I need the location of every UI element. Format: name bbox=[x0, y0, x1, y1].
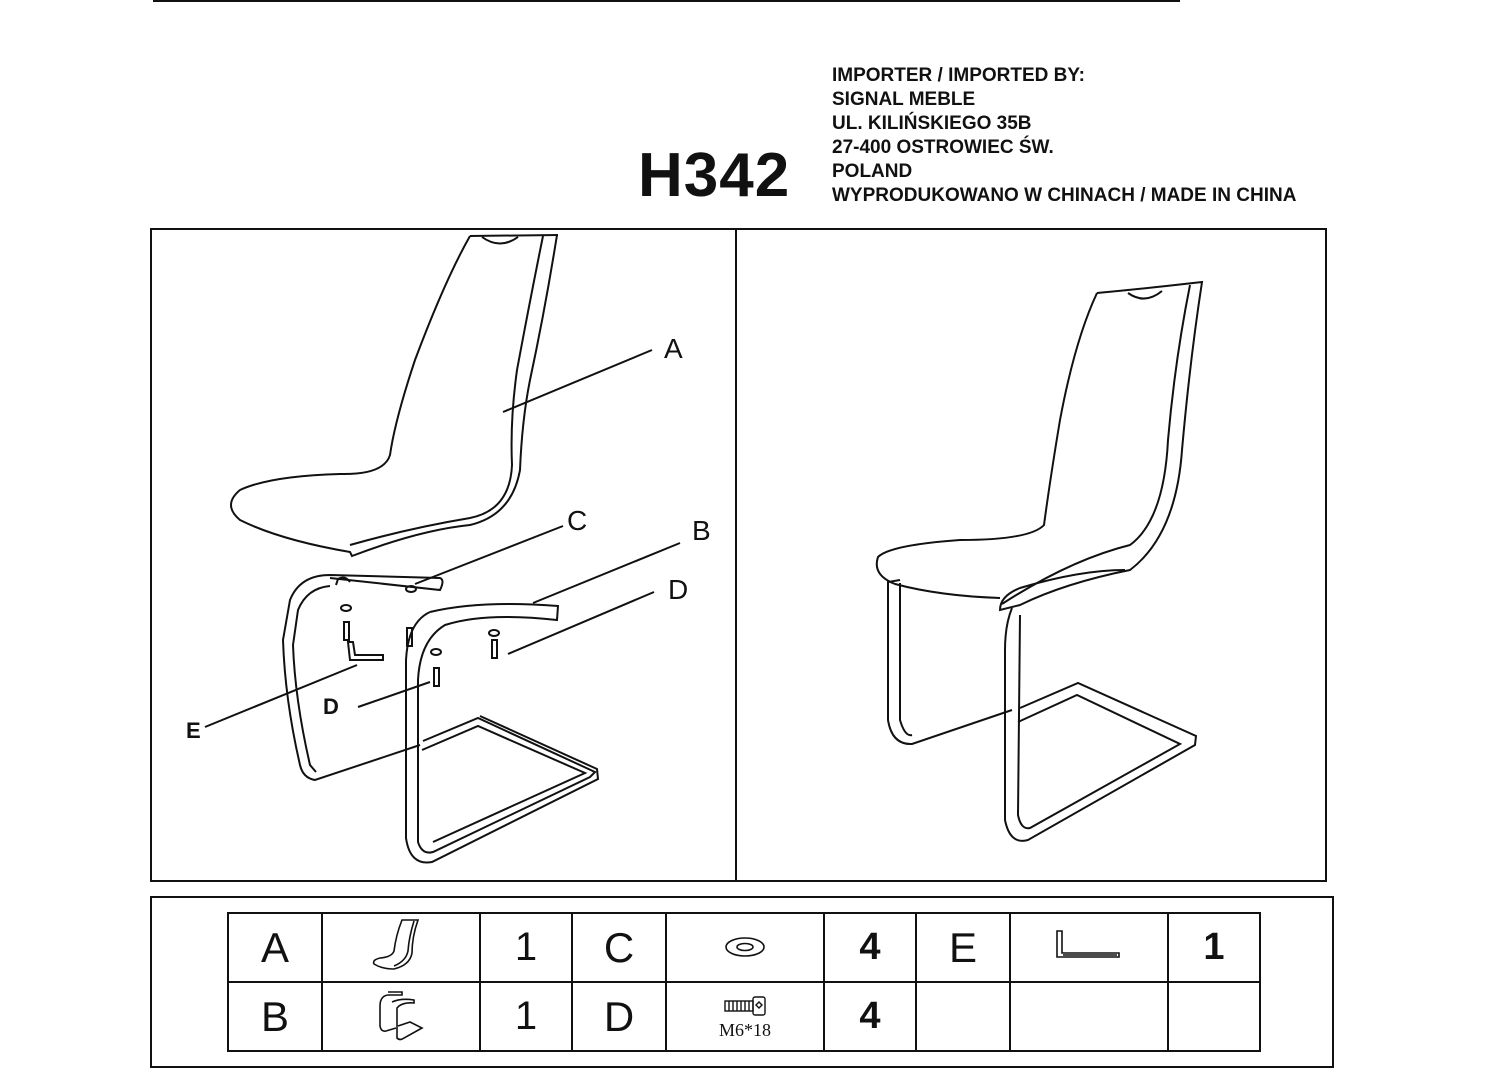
exploded-chair-drawing bbox=[205, 235, 680, 863]
importer-line: WYPRODUKOWANO W CHINACH / MADE IN CHINA bbox=[832, 185, 1297, 206]
part-image bbox=[322, 913, 480, 982]
part-qty: 1 bbox=[480, 913, 572, 982]
empty-cell bbox=[1010, 982, 1168, 1051]
frame-icon bbox=[366, 986, 436, 1042]
seat-shell-icon bbox=[366, 917, 436, 973]
part-letter: E bbox=[916, 913, 1010, 982]
part-image bbox=[322, 982, 480, 1051]
bolt-icon bbox=[715, 993, 775, 1019]
part-image bbox=[666, 913, 824, 982]
part-image bbox=[1010, 913, 1168, 982]
callout-d-lower: D bbox=[323, 694, 339, 719]
importer-line: 27-400 OSTROWIEC ŚW. bbox=[832, 137, 1054, 158]
bolt-size-label: M6*18 bbox=[718, 1019, 771, 1040]
empty-cell bbox=[1168, 982, 1260, 1051]
part-qty: 4 bbox=[824, 982, 916, 1051]
callout-c: C bbox=[567, 505, 588, 536]
callout-b: B bbox=[692, 515, 711, 546]
importer-line: IMPORTER / IMPORTED BY: bbox=[832, 65, 1085, 86]
model-number: H342 bbox=[638, 141, 791, 210]
importer-line: SIGNAL MEBLE bbox=[832, 89, 976, 110]
callout-a: A bbox=[664, 333, 683, 364]
part-letter: A bbox=[228, 913, 322, 982]
part-qty: 1 bbox=[480, 982, 572, 1051]
assembled-chair-drawing bbox=[877, 282, 1202, 841]
washer-icon bbox=[715, 925, 775, 965]
drawing-frame bbox=[151, 229, 1326, 881]
part-qty: 4 bbox=[824, 913, 916, 982]
allen-key-icon bbox=[1049, 925, 1129, 965]
part-qty: 1 bbox=[1168, 913, 1260, 982]
callout-e: E bbox=[186, 718, 201, 743]
part-letter: B bbox=[228, 982, 322, 1051]
table-row bbox=[228, 982, 1260, 1051]
importer-line: UL. KILIŃSKIEGO 35B bbox=[832, 113, 1032, 134]
parts-table bbox=[227, 912, 1261, 1052]
part-letter: C bbox=[572, 913, 666, 982]
importer-line: POLAND bbox=[832, 161, 913, 182]
callout-d-upper: D bbox=[668, 574, 689, 605]
part-image bbox=[666, 982, 824, 1051]
empty-cell bbox=[916, 982, 1010, 1051]
part-letter: D bbox=[572, 982, 666, 1051]
table-row bbox=[228, 913, 1260, 982]
